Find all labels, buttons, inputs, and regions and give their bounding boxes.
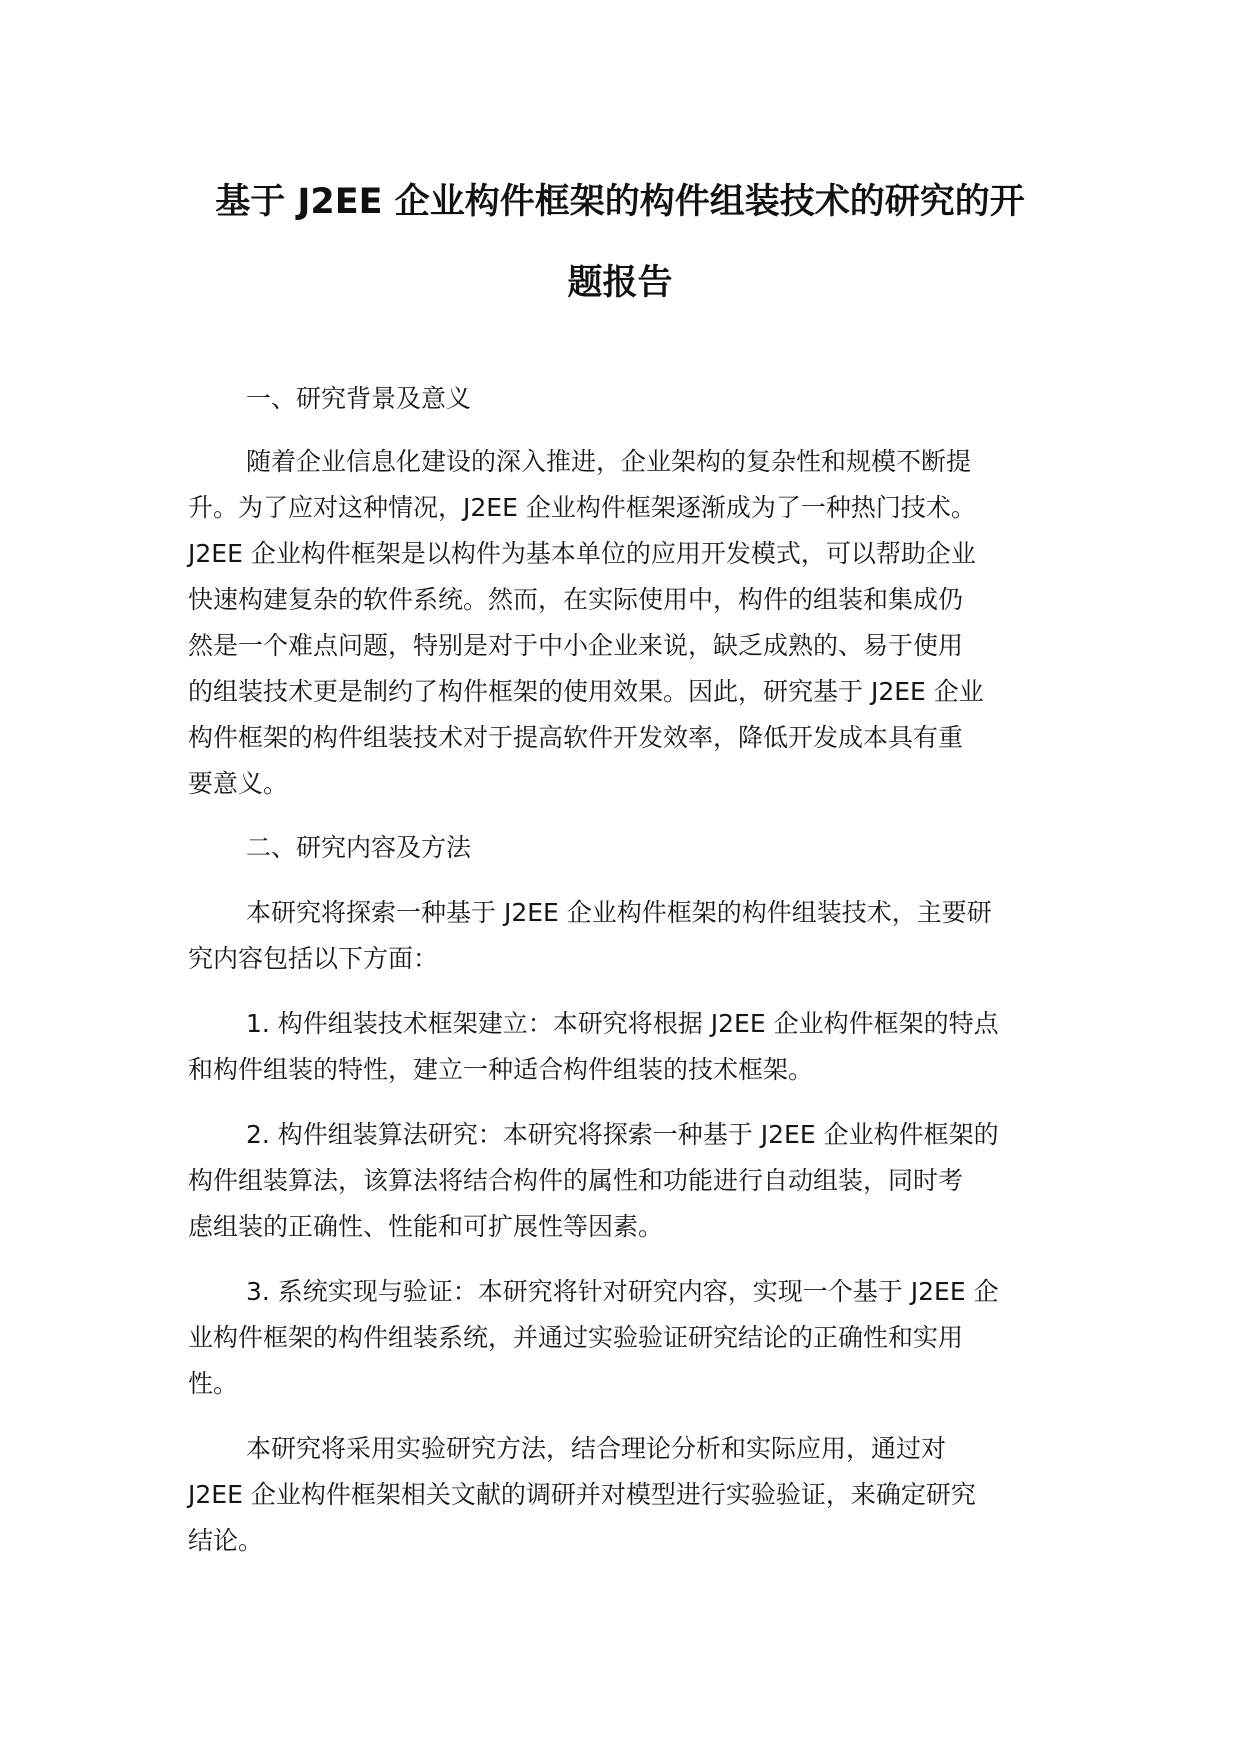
paragraph-line: 然是一个难点问题，特别是对于中小企业来说，缺乏成熟的、易于使用 (188, 631, 964, 660)
paragraph-line: 的组装技术更是制约了构件框架的使用效果。因此，研究基于 J2EE 企业 (188, 677, 984, 706)
section-heading-background: 一、研究背景及意义 (246, 384, 472, 413)
paragraph-line: 升。为了应对这种情况，J2EE 企业构件框架逐渐成为了一种热门技术。 (188, 493, 976, 522)
paragraph-line: 结论。 (188, 1526, 264, 1555)
paragraph-line: 究内容包括以下方面： (188, 944, 439, 973)
document-title-line-2: 题报告 (567, 263, 673, 303)
paragraph-line: 随着企业信息化建设的深入推进，企业架构的复杂性和规模不断提 (246, 447, 972, 476)
list-item-line: 1. 构件组装技术框架建立：本研究将根据 J2EE 企业构件框架的特点 (246, 1009, 999, 1038)
paragraph-line: J2EE 企业构件框架相关文献的调研并对模型进行实验验证，来确定研究 (188, 1480, 976, 1509)
list-item-line: 和构件组装的特性，建立一种适合构件组装的技术框架。 (188, 1055, 814, 1084)
list-item-line: 2. 构件组装算法研究：本研究将探索一种基于 J2EE 企业构件框架的 (246, 1120, 999, 1149)
paragraph-line: 构件框架的构件组装技术对于提高软件开发效率，降低开发成本具有重 (188, 723, 964, 752)
paragraph-line: 要意义。 (188, 769, 289, 798)
list-item-line: 业构件框架的构件组装系统，并通过实验验证研究结论的正确性和实用 (188, 1323, 964, 1352)
list-item-line: 构件组装算法，该算法将结合构件的属性和功能进行自动组装，同时考 (188, 1166, 964, 1195)
paragraph-line: 本研究将探索一种基于 J2EE 企业构件框架的构件组装技术，主要研 (246, 898, 992, 927)
document-title-line-1: 基于 J2EE 企业构件框架的构件组装技术的研究的开 (215, 182, 1025, 222)
paragraph-line: 快速构建复杂的软件系统。然而，在实际使用中，构件的组装和集成仍 (188, 585, 964, 614)
section-heading-content-methods: 二、研究内容及方法 (246, 833, 472, 862)
list-item-line: 性。 (188, 1369, 239, 1398)
list-item-line: 虑组装的正确性、性能和可扩展性等因素。 (188, 1212, 664, 1241)
paragraph-line: 本研究将采用实验研究方法，结合理论分析和实际应用，通过对 (246, 1434, 947, 1463)
paragraph-line: J2EE 企业构件框架是以构件为基本单位的应用开发模式，可以帮助企业 (188, 539, 976, 568)
list-item-line: 3. 系统实现与验证：本研究将针对研究内容，实现一个基于 J2EE 企 (246, 1277, 999, 1306)
